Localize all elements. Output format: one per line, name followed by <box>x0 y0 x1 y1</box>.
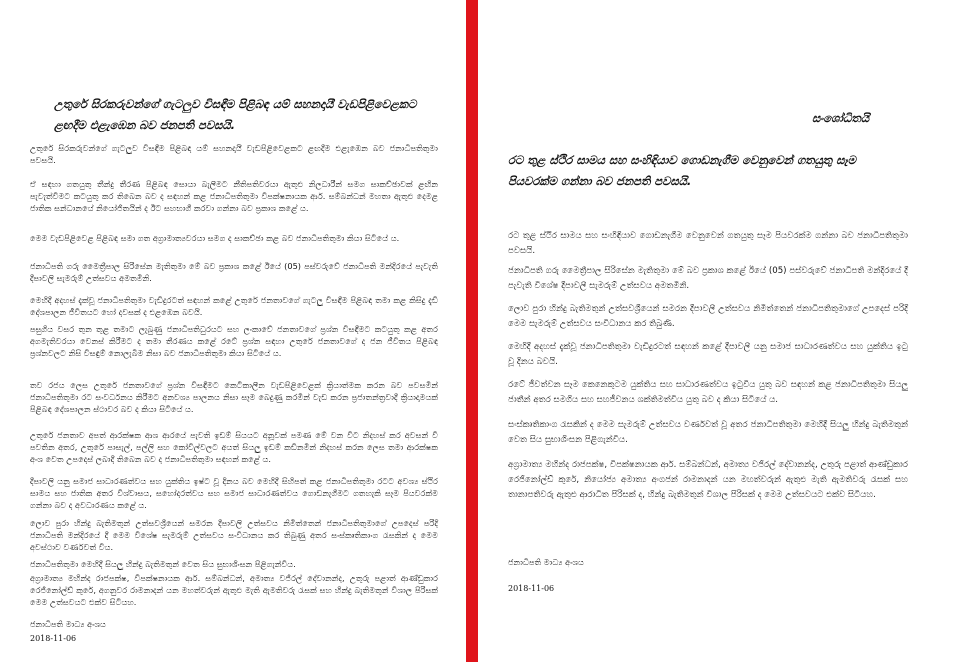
paragraph: මෙහිදී අදහස් දැක්වූ ජනාධිපතිතුමා වැඩිදුරටත් සඳහන් කළේ දීපාවලී යනු සමාජ සාධාරණත්වය සහ යුක්තිය ඉටු වූ දිනය බවයි. <box>508 342 908 367</box>
paragraph: සංස්කෘතිකාංග රැසකින් ද මෙම සැමරුම් උත්සවය වර්ණවත් වූ අතර ජනාධිපතිතුමා මෙහිදී සියලු හින්දු බැතිමතුන් වෙත සිය සුභාශිංසන පිළිගැන්වීය. <box>508 420 908 445</box>
original-statement-title: උතුරේ සිරකරුවන්ගේ ගැටලුව විසඳීම පිළිබඳ යම් සහනදායී වැඩපිළිවෙළකට ළඟදීම එළැඹෙන බව ජනපති පවසයි. <box>54 97 417 132</box>
paragraph: ජනාධිපති ගරු මෛත්‍රීපාල සිරිසේන මැතිතුමා මේ බව ප්‍රකාශ කළේ ඊයේ (05) පස්වරුවේ ජනාධිපති මන්දිරයේ පැවැති දීපාවලි සැමරුම් උත්සවය අමතමිනි. <box>30 261 438 283</box>
original-statement-page <box>0 0 466 662</box>
corrected-tag: සංශෝධිතයි <box>812 111 870 125</box>
paragraph: දීපාවලි යනු සමාජ සාධාරණත්වය සහ යුක්තිය ඉෂ්ට වූ දිනය බව මෙහිදී සිහිපත් කළ ජනාධිපතිතුමා රටට අවශ්‍ය ස්ථිර සාමය සහ ජාතික අතර විශ්වාසය, සහෝදරත්වය සහ සමාජ සාධාරණත්වය ගොඩනැගීමට ගතහැකි සෑම පියවරක්ම ගන්නා බව ද අවධාරණය කළේ ය. <box>30 476 438 510</box>
paragraph: ලොව පුරා හින්දු බැතිමතුන් උත්සවශ්‍රීයෙන් සමරන දීපාවලී උත්සවය නිමිත්තෙන් ජනාධිපතිතුමාගේ උපදෙස් පරිදි මෙම සැමරුම් උත්සවය සංවිධානය කර තිබුණි. <box>508 304 908 329</box>
paragraph: ලොව පුරා හින්දු බැතිමතුන් උත්සවශ්‍රීයෙන් සමරන දීපාවලි උත්සවය නිමිත්තෙන් ජනාධිපතිතුමාගේ උපදෙස් පරිදි ජනාධිපති මන්දිරයේ දී මෙම විශේෂ සැමරුම් උත්සවය සංවිධානය කර තිබුණු අතර සංස්කෘතිකාංග රැසකින් ද මෙම අවස්ථාව වර්ණවත් විය. <box>30 518 438 552</box>
paragraph: මෙම වැඩපිළිවෙළ පිළිබඳ සමා ගත අග්‍රාමාත්‍යවරයා සමග ද සාකච්ඡා කළ බව ජනාධිපතිතුමා කියා සිටියේ ය. <box>30 233 400 243</box>
paragraph: ජනාධිපති ගරු මෛත්‍රීපාල සිරිසේන මැතිතුමා මේ බව ප්‍රකාශ කළේ ඊයේ (05) පස්වරුවේ ජනාධිපති මන්දිරයේ දී පැවැති විශේෂ දීපාවලී සැමරුම් උත්සවය අමතමිනි. <box>508 266 908 291</box>
paragraph: අග්‍රාමාත්‍ය මහින්ද රාජපක්ෂ, විපක්ෂනායක ආර්. සම්බන්ධන්, අමාත්‍ය වජිරල් දේවානන්ද, උතුරු පළාත් ආණ්ඩුකාර රෙජිනෝල්ඩ් කුරේ, නියෝජ්‍ය අමාත්‍ය අංගජන් රාමනාදන් යන මහත්වරුන් ඇතුළු මැති ඇමතිවරු රැසක් සහ තානාපතිවරු ඇතුළු ආරාධිත පිරිසක් ද, හින්දු බැතිමතුන් විශාල පිරිසක් ද මෙම උත්සවයට එක්ව සිටියහ. <box>508 460 908 500</box>
date: 2018-11-06 <box>30 634 77 643</box>
red-divider <box>466 0 478 662</box>
corrected-statement-page <box>478 0 960 662</box>
paragraph: තව රජය ලෙස උතුරේ ජනතාවගේ ප්‍රශ්න විසඳීමට කෙටිකාලීන වැඩපිළිවෙළක් ක්‍රියාත්මක කරන බව පවසමින් ජනාධිපතිතුමා රට සංවර්ධනය කිරීමට අනවශ්‍ය පාලනය නිසා සෑම බෙදුණු කරමින් වැඩ කරන ප්‍රජාතන්ත්‍රවාදී ක්‍රියාදාමයක් පිළිබඳ දේශපාලන ස්ථාවර බව ද කියා සිටියේ ය. <box>30 380 438 414</box>
paragraph: උතුරේ ජනතාව අපත් ආරක්ෂක ආශ ආරයේ පැවති ඉඩම් සියයට අනූවක් පමණ මේ වන විට නිදහස් කර අවසන් වී පවතින අතර, උතුරේ පාසැල්, පල්ලි සහ කෝවිල්වලට අයත් සියලු ඉඩම් කඩිනමින් නිදහස් කරන ලෙස තමා ආරක්ෂක අංශ වෙත උපදෙස් ලබාදී තිබෙන බව ද ජනාධිපතිතුමා සඳහන් කළේ ය. <box>30 430 438 464</box>
paragraph: මෙහිදී අදහස් දැක්වූ ජනාධිපතිතුමා වැඩිදුරටත් සඳහන් කළේ උතුරේ ජනතාවගේ ගැටලු විසඳීම පිළිබඳ තමා කළ කිසිදු දැඩි දේශපාලන ජීවිතයට හෝ දවසක් ද එළඹෙන බවයි. <box>30 295 438 317</box>
corrected-statement-title: රට තුළ ස්ථිර සාමය සහ සංහිඳියාව ගොඩනැගීම වෙනුවෙන් ගතයුතු සෑම පියවරක්ම ගන්නා බව ජනපති පවසයි. <box>508 153 856 188</box>
paragraph: උතුරේ සිරකරුවන්ගේ ගැටලුව විසඳීම පිළිබඳ යම් සහනදායී වැඩපිළිවෙළකට ළඟදීම එළැඹෙන බව ජනාධිපතිතුමා පවසයි. <box>30 143 438 165</box>
signature: ජනාධිපති මාධ්‍ය අංශය <box>508 557 584 567</box>
paragraph: ජනාධිපතිතුමා මෙහිදී සියලු හින්දු බැතිමතුන් වෙත සිය සුභාශිංසන පිළිගැන්විය. <box>30 559 296 569</box>
paragraph: රටේ ජීවත්වන සෑම කෙනෙකුටම යුක්තිය සහ සාධාරණත්වය ඉටුවිය යුතු බව සඳහන් කළ ජනාධිපතිතුමා සියලු ජාතීන් අතර සමගිය සහ සහජීවනය ශක්තිමත්විය යුතු බව ද කියා සිටියේ ය. <box>508 380 908 405</box>
date: 2018-11-06 <box>508 584 555 593</box>
paragraph: පසුගිය වසර තුන තුළ තමාට ලැබුණු ජනාධිපතිධුරයට සහ ලංකාවේ ජනතාවගේ ප්‍රශ්න විසඳීමට කටයුතු කළ අතර අගමැතිවරයා වෙනස් කිරීමට ද තමා තීරණය කළේ රටේ ප්‍රශ්න සඳහා උතුරේ ජනතාවගේ ද ජන ජීවිතය පිළිබඳ ප්‍රශ්නවලට නිසි විසඳුම් නොලැබීම නිසා බව ජනාධිපතිතුමා කියා සිටියේ ය. <box>30 324 438 358</box>
paragraph: අග්‍රාමාත්‍ය මහින්ද රාජපක්ෂ, විපක්ෂනායක ආර්. සම්බන්ධන්, අමාත්‍ය වජිරල් දේවානන්ද, උතුරු පළාත් ආණ්ඩුකාර රෙජිනෝල්ඩ් කුරේ, අගනුවර රාමනාදන් යන මහත්වරුන් ඇතුළු මැති ඇමතිවරු රැසක් සහ හින්දු බැතිමතුන් විශාල පිරිසක් මෙම උත්සවයට එක්ව සිටියහ. <box>30 573 438 607</box>
signature: ජනාධිපති මාධ්‍ය අංශය <box>30 619 106 629</box>
paragraph: ඒ සඳහා ගතයුතු තීන්දු තීරණ පිළිබඳ සොයා බැලීමට නීතිපතිවරයා ඇතුළු නිලධාරීන් සමග සාකච්ඡාවක් ළඟින පැවැත්වීමට කටයුතු කර තිබෙන බව ද සඳහන් කළ ජනාධිපතිතුමා විපක්ෂනායක ආර්. සම්බන්ධන් මහතා ඇතුළු දෙමළ ජාතික සන්ධානයේ නියෝජිතයින් ද ඊට සහභාගී කරවා ගන්නා බව ප්‍රකාශ කළේ ය. <box>30 179 438 213</box>
paragraph: රට තුළ ස්ථිර සාමය සහ සංහිඳියාව ගොඩනැගීම වෙනුවෙන් ගතයුතු සෑම පියවරක්ම ගන්නා බව ජනාධිපතිතුමා පවසයි. <box>508 231 908 256</box>
